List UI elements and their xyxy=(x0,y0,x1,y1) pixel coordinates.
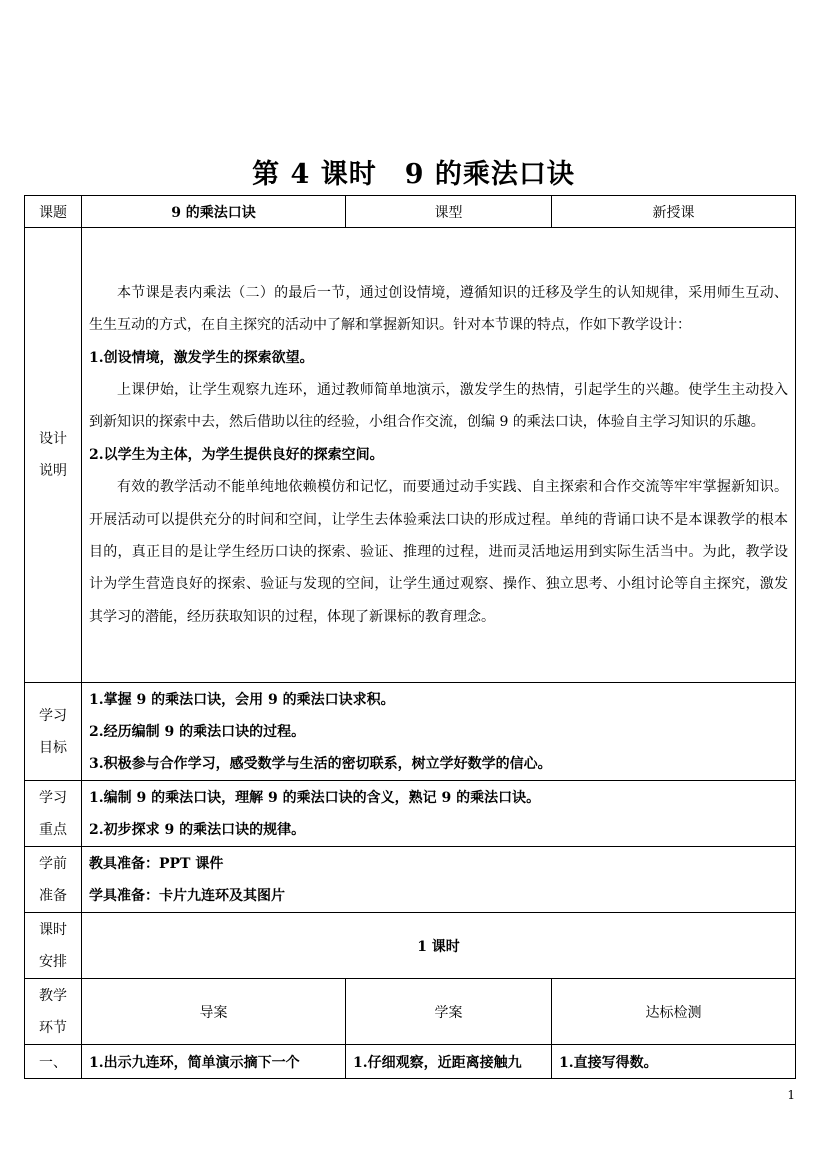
step-study-cell: 1.仔细观察，近距离接触九 xyxy=(346,1045,552,1079)
goals-row xyxy=(25,683,796,781)
design-content xyxy=(82,228,796,683)
preparation-label: 学前 准备 xyxy=(25,847,82,913)
type-value: 新授课 xyxy=(552,196,796,228)
key-points-label: 学习 重点 xyxy=(25,781,82,847)
type-label: 课型 xyxy=(346,196,552,228)
step-check-cell: 1.直接写得数。 xyxy=(552,1045,796,1079)
design-row xyxy=(25,228,796,683)
preparation-row xyxy=(25,847,796,913)
step-label: 一、 xyxy=(25,1045,82,1079)
header-row xyxy=(25,196,796,228)
design-intro: 本节课是表内乘法（二）的最后一节，通过创设情境，遵循知识的迁移及学生的认知规律，采用师生互动、生生互动的方式，在自主探究的活动中了解和掌握新知识。针对本节课的特点，作如下教学设计： xyxy=(89,284,788,334)
goals-label: 学习 目标 xyxy=(25,683,82,781)
check-column-header: 达标检测 xyxy=(552,979,796,1045)
guide-column-header: 导案 xyxy=(82,979,346,1045)
preparation-item: 教具准备：PPT 课件 xyxy=(89,855,224,872)
steps-label: 教学 环节 xyxy=(25,979,82,1045)
key-point-item: 2.初步探求 9 的乘法口诀的规律。 xyxy=(89,821,306,838)
design-heading-1: 1.创设情境，激发学生的探索欲望。 xyxy=(89,349,314,366)
key-points-content xyxy=(82,781,796,847)
step-guide-cell: 1.出示九连环，简单演示摘下一个 xyxy=(82,1045,346,1079)
design-paragraph-1: 上课伊始，让学生观察九连环，通过教师简单地演示，激发学生的热情，引起学生的兴趣。使学生主动投入到新知识的探索中去，然后借助以往的经验，小组合作交流，创编 9 的乘法口诀，体验自主学习知识的乐趣。 xyxy=(89,381,788,431)
schedule-row xyxy=(25,913,796,979)
goal-item: 1.掌握 9 的乘法口诀，会用 9 的乘法口诀求积。 xyxy=(89,691,395,708)
key-points-row xyxy=(25,781,796,847)
step-row xyxy=(25,1045,796,1079)
goal-item: 2.经历编制 9 的乘法口诀的过程。 xyxy=(89,723,306,740)
lesson-plan-table xyxy=(24,195,796,1079)
design-paragraph-2: 有效的教学活动不能单纯地依赖模仿和记忆，而要通过动手实践、自主探索和合作交流等牢牢掌握新知识。开展活动可以提供充分的时间和空间，让学生去体验乘法口诀的形成过程。单纯的背诵口诀不是本课教学的根本目的，真正目的是让学生经历口诀的探索、验证、推理的过程，进而灵活地运用到实际生活当中。为此，教学设计为学生营造良好的探索、验证与发现的空间，让学生通过观察、操作、独立思考、小组讨论等自主探究，激发其学习的潜能，经历获取知识的过程，体现了新课标的教育理念。 xyxy=(89,479,788,625)
preparation-content xyxy=(82,847,796,913)
topic-value: 9 的乘法口诀 xyxy=(82,196,346,228)
schedule-label: 课时 安排 xyxy=(25,913,82,979)
page-title: 第 4 课时 9 的乘法口诀 xyxy=(252,159,575,190)
goals-content xyxy=(82,683,796,781)
goal-item: 3.积极参与合作学习，感受数学与生活的密切联系，树立学好数学的信心。 xyxy=(89,755,552,772)
key-point-item: 1.编制 9 的乘法口诀，理解 9 的乘法口诀的含义，熟记 9 的乘法口诀。 xyxy=(89,789,541,806)
design-label: 设计 说明 xyxy=(25,228,82,683)
topic-label: 课题 xyxy=(25,196,82,228)
preparation-item: 学具准备：卡片九连环及其图片 xyxy=(89,887,285,904)
steps-header-row xyxy=(25,979,796,1045)
design-heading-2: 2.以学生为主体，为学生提供良好的探索空间。 xyxy=(89,446,384,463)
study-column-header: 学案 xyxy=(346,979,552,1045)
page-number: 1 xyxy=(787,1088,795,1102)
schedule-value: 1 课时 xyxy=(82,913,796,979)
